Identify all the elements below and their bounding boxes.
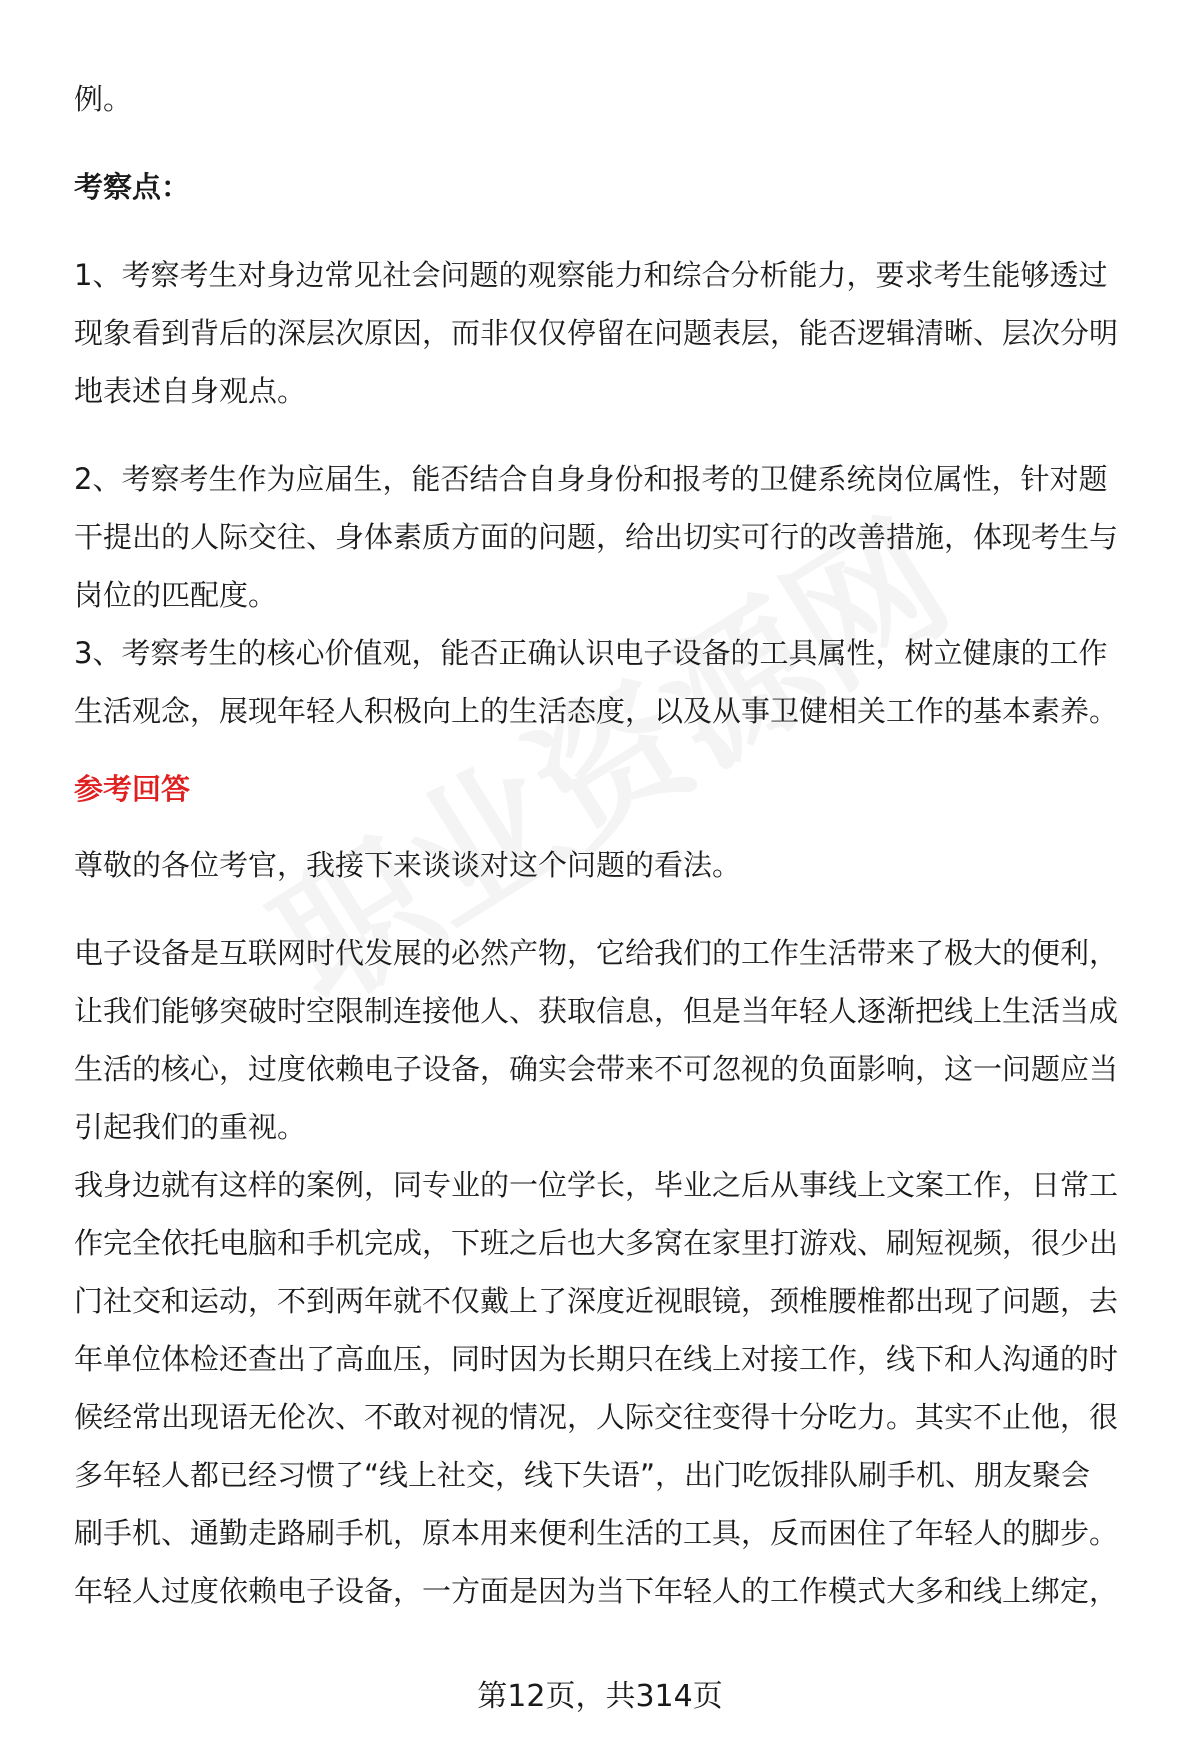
exam-points-heading (74, 158, 1154, 216)
page-number-footer: 第12页，共314页 (477, 1679, 723, 1714)
text-line: 生活观念，展现年轻人积极向上的生活态度，以及从事卫健相关工作的基本素养。 (74, 694, 1119, 728)
text-line: 我身边就有这样的案例，同专业的一位学长，毕业之后从事线上文案工作，日常工 (74, 1168, 1119, 1202)
text-line: 年轻人过度依赖电子设备，一方面是因为当下年轻人的工作模式大多和线上绑定， (74, 1574, 1119, 1608)
text-line: 2、考察考生作为应届生，能否结合自身身份和报考的卫健系统岗位属性，针对题 (74, 462, 1108, 496)
exam-point-2 (74, 450, 1154, 624)
text-line: 3、考察考生的核心价值观，能否正确认识电子设备的工具属性，树立健康的工作 (74, 636, 1108, 670)
heading-text: 参考回答 (74, 772, 191, 806)
text-line: 电子设备是互联网时代发展的必然产物，它给我们的工作生活带来了极大的便利， (74, 936, 1119, 970)
text-line: 刷手机、通勤走路刷手机，原本用来便利生活的工具，反而困住了年轻人的脚步。 (74, 1516, 1119, 1550)
text-line: 例。 (74, 82, 133, 116)
text-line: 岗位的匹配度。 (74, 578, 278, 612)
exam-point-1 (74, 246, 1154, 420)
answer-paragraph-1 (74, 924, 1154, 1156)
reference-answer-heading (74, 760, 1154, 818)
intro-end-paragraph (74, 70, 1154, 128)
text-line: 多年轻人都已经习惯了“线上社交，线下失语”，出门吃饭排队刷手机、朋友聚会 (74, 1458, 1091, 1492)
answer-paragraph-2 (74, 1156, 1154, 1562)
text-line: 干提出的人际交往、身体素质方面的问题，给出切实可行的改善措施，体现考生与 (74, 520, 1119, 554)
text-line: 尊敬的各位考官，我接下来谈谈对这个问题的看法。 (74, 848, 742, 882)
text-line: 年单位体检还查出了高血压，同时因为长期只在线上对接工作，线下和人沟通的时 (74, 1342, 1119, 1376)
text-line: 现象看到背后的深层次原因，而非仅仅停留在问题表层，能否逻辑清晰、层次分明 (74, 316, 1119, 350)
document-page (74, 70, 1154, 1620)
text-line: 引起我们的重视。 (74, 1110, 307, 1144)
answer-opening (74, 836, 1154, 894)
exam-point-3 (74, 624, 1154, 740)
text-line: 生活的核心，过度依赖电子设备，确实会带来不可忽视的负面影响，这一问题应当 (74, 1052, 1119, 1086)
text-line: 门社交和运动，不到两年就不仅戴上了深度近视眼镜，颈椎腰椎都出现了问题，去 (74, 1284, 1119, 1318)
text-line: 地表述自身观点。 (74, 374, 307, 408)
answer-paragraph-3 (74, 1562, 1154, 1620)
text-line: 作完全依托电脑和手机完成，下班之后也大多窝在家里打游戏、刷短视频，很少出 (74, 1226, 1119, 1260)
text-line: 让我们能够突破时空限制连接他人、获取信息，但是当年轻人逐渐把线上生活当成 (74, 994, 1119, 1028)
text-line: 1、考察考生对身边常见社会问题的观察能力和综合分析能力，要求考生能够透过 (74, 258, 1108, 292)
heading-text: 考察点： (74, 170, 191, 204)
text-line: 候经常出现语无伦次、不敢对视的情况，人际交往变得十分吃力。其实不止他，很 (74, 1400, 1119, 1434)
